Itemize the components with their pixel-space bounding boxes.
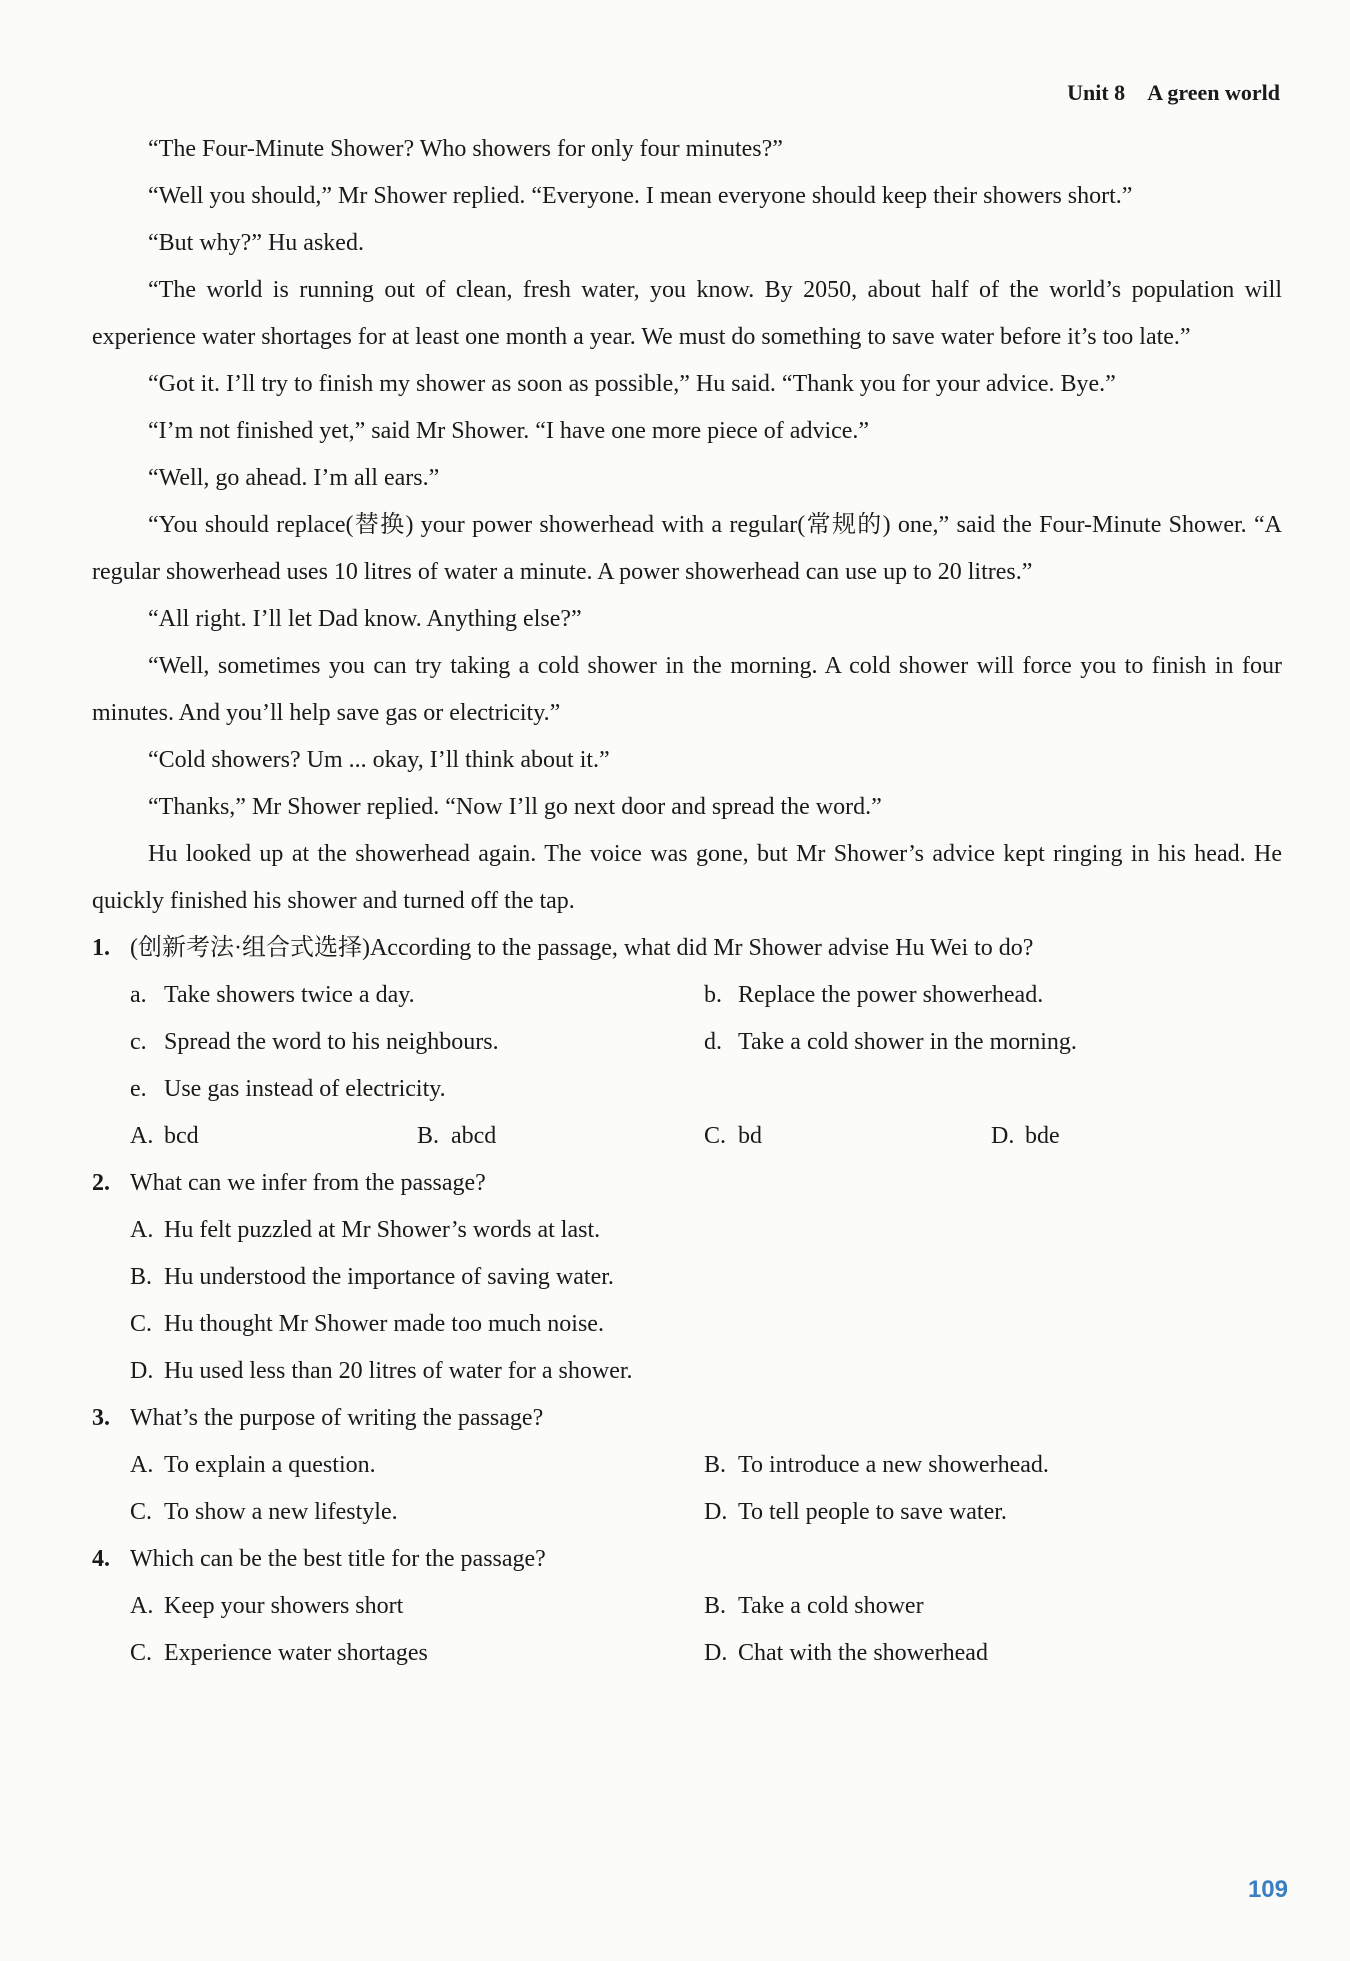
- option-label: A.: [130, 1593, 154, 1619]
- answer-option[interactable]: [417, 1113, 704, 1160]
- option-text: Hu understood the importance of saving water.: [164, 1264, 614, 1290]
- question-number: 4.: [92, 1546, 110, 1572]
- answer-option[interactable]: [704, 1630, 1278, 1677]
- running-header: [1067, 80, 1280, 106]
- answer-option[interactable]: [704, 1583, 1278, 1630]
- answer-option[interactable]: [991, 1113, 1278, 1160]
- unit-title: A green world: [1147, 80, 1280, 105]
- statement-text: Take a cold shower in the morning.: [738, 1029, 1077, 1055]
- question-text: Which can be the best title for the passage?: [130, 1546, 546, 1572]
- option-text: To explain a question.: [164, 1452, 376, 1478]
- passage-paragraph: “Well you should,” Mr Shower replied. “Everyone. I mean everyone should keep their showers short.”: [148, 183, 1133, 209]
- statement-text: Spread the word to his neighbours.: [164, 1029, 499, 1055]
- option-text: Take a cold shower: [738, 1593, 924, 1619]
- unit-label: Unit 8: [1067, 80, 1126, 105]
- statement: [130, 972, 704, 1019]
- option-text: Hu felt puzzled at Mr Shower’s words at last.: [164, 1217, 601, 1243]
- passage-paragraph: “Thanks,” Mr Shower replied. “Now I’ll go next door and spread the word.”: [148, 794, 882, 820]
- option-label: B.: [417, 1123, 440, 1149]
- statement-label: d.: [704, 1029, 722, 1055]
- statement-label: e.: [130, 1076, 147, 1102]
- option-text: Chat with the showerhead: [738, 1640, 988, 1666]
- question-stem: [92, 1160, 1282, 1207]
- question-stem: [92, 1395, 1282, 1442]
- statement-label: a.: [130, 982, 147, 1008]
- passage-paragraph: “Cold showers? Um ... okay, I’ll think about it.”: [148, 747, 610, 773]
- question-4: [92, 1536, 1282, 1677]
- option-text: To introduce a new showerhead.: [738, 1452, 1049, 1478]
- option-label: A.: [130, 1123, 154, 1149]
- answer-option[interactable]: [130, 1301, 1282, 1348]
- question-text: (创新考法·组合式选择)According to the passage, what did Mr Shower advise Hu Wei to do?: [130, 935, 1034, 961]
- passage-paragraph: “Well, sometimes you can try taking a cold shower in the morning. A cold shower will force you to finish in four minutes. And you’ll help save gas or electricity.”: [92, 653, 1282, 726]
- statement: [704, 1019, 1278, 1066]
- option-label: D.: [704, 1640, 728, 1666]
- option-text: Keep your showers short: [164, 1593, 404, 1619]
- statement-text: Use gas instead of electricity.: [164, 1076, 446, 1102]
- option-label: D.: [704, 1499, 728, 1525]
- passage-paragraph: Hu looked up at the showerhead again. The voice was gone, but Mr Shower’s advice kept ringing in his head. He quickly finished his shower and turned off the tap.: [92, 841, 1282, 914]
- answer-option[interactable]: [704, 1489, 1278, 1536]
- passage: [92, 126, 1282, 925]
- option-text: Hu used less than 20 litres of water for a shower.: [164, 1358, 633, 1384]
- option-text: abcd: [451, 1123, 497, 1149]
- option-text: bcd: [164, 1123, 199, 1149]
- answer-option[interactable]: [130, 1630, 704, 1677]
- option-label: B.: [704, 1452, 727, 1478]
- answer-option[interactable]: [130, 1348, 1282, 1395]
- option-label: D.: [991, 1123, 1015, 1149]
- passage-paragraph: “The world is running out of clean, fresh water, you know. By 2050, about half of the world’s population will experience water shortages for at least one month a year. We must do something to save water before it’s too late.”: [92, 277, 1282, 350]
- option-text: Hu thought Mr Shower made too much noise.: [164, 1311, 604, 1337]
- question-3: [92, 1395, 1282, 1536]
- statement-text: Replace the power showerhead.: [738, 982, 1044, 1008]
- statement-label: b.: [704, 982, 722, 1008]
- question-number: 3.: [92, 1405, 110, 1431]
- statement: [130, 1019, 704, 1066]
- passage-paragraph: “But why?” Hu asked.: [148, 230, 364, 256]
- statement-text: Take showers twice a day.: [164, 982, 415, 1008]
- passage-paragraph: “Got it. I’ll try to finish my shower as soon as possible,” Hu said. “Thank you for your advice. Bye.”: [148, 371, 1116, 397]
- question-2: [92, 1160, 1282, 1395]
- passage-paragraph: “Well, go ahead. I’m all ears.”: [148, 465, 440, 491]
- answer-option[interactable]: [130, 1113, 417, 1160]
- statement-label: c.: [130, 1029, 147, 1055]
- option-label: D.: [130, 1358, 154, 1384]
- option-label: C.: [704, 1123, 727, 1149]
- answer-option[interactable]: [130, 1442, 704, 1489]
- answer-option[interactable]: [130, 1254, 1282, 1301]
- passage-paragraph: “You should replace(替换) your power showerhead with a regular(常规的) one,” said the Four-Minute Shower. “A regular showerhead uses 10 litres of water a minute. A power showerhead can use up to 20 litres.”: [92, 512, 1282, 585]
- option-label: A.: [130, 1217, 154, 1243]
- question-text: What can we infer from the passage?: [130, 1170, 486, 1196]
- option-text: To tell people to save water.: [738, 1499, 1007, 1525]
- page-number: 109: [1247, 1876, 1288, 1903]
- option-text: Experience water shortages: [164, 1640, 428, 1666]
- option-label: B.: [130, 1264, 153, 1290]
- answer-option[interactable]: [130, 1489, 704, 1536]
- main-content: [92, 126, 1282, 1677]
- passage-paragraph: “All right. I’ll let Dad know. Anything else?”: [148, 606, 582, 632]
- passage-paragraph: “I’m not finished yet,” said Mr Shower. “I have one more piece of advice.”: [148, 418, 870, 444]
- option-text: bde: [1025, 1123, 1060, 1149]
- statement: [130, 1066, 704, 1113]
- question-number: 1.: [92, 935, 110, 961]
- option-label: C.: [130, 1499, 153, 1525]
- question-stem: [92, 925, 1282, 972]
- option-text: bd: [738, 1123, 762, 1149]
- answer-option[interactable]: [704, 1442, 1278, 1489]
- option-label: C.: [130, 1640, 153, 1666]
- passage-paragraph: “The Four-Minute Shower? Who showers for only four minutes?”: [148, 136, 783, 162]
- statement: [704, 972, 1278, 1019]
- answer-option[interactable]: [704, 1113, 991, 1160]
- option-label: C.: [130, 1311, 153, 1337]
- question-text: What’s the purpose of writing the passage?: [130, 1405, 544, 1431]
- question-stem: [92, 1536, 1282, 1583]
- option-text: To show a new lifestyle.: [164, 1499, 398, 1525]
- answer-option[interactable]: [130, 1583, 704, 1630]
- question-1: [92, 925, 1282, 1160]
- question-number: 2.: [92, 1170, 110, 1196]
- answer-option[interactable]: [130, 1207, 1282, 1254]
- option-label: A.: [130, 1452, 154, 1478]
- option-label: B.: [704, 1593, 727, 1619]
